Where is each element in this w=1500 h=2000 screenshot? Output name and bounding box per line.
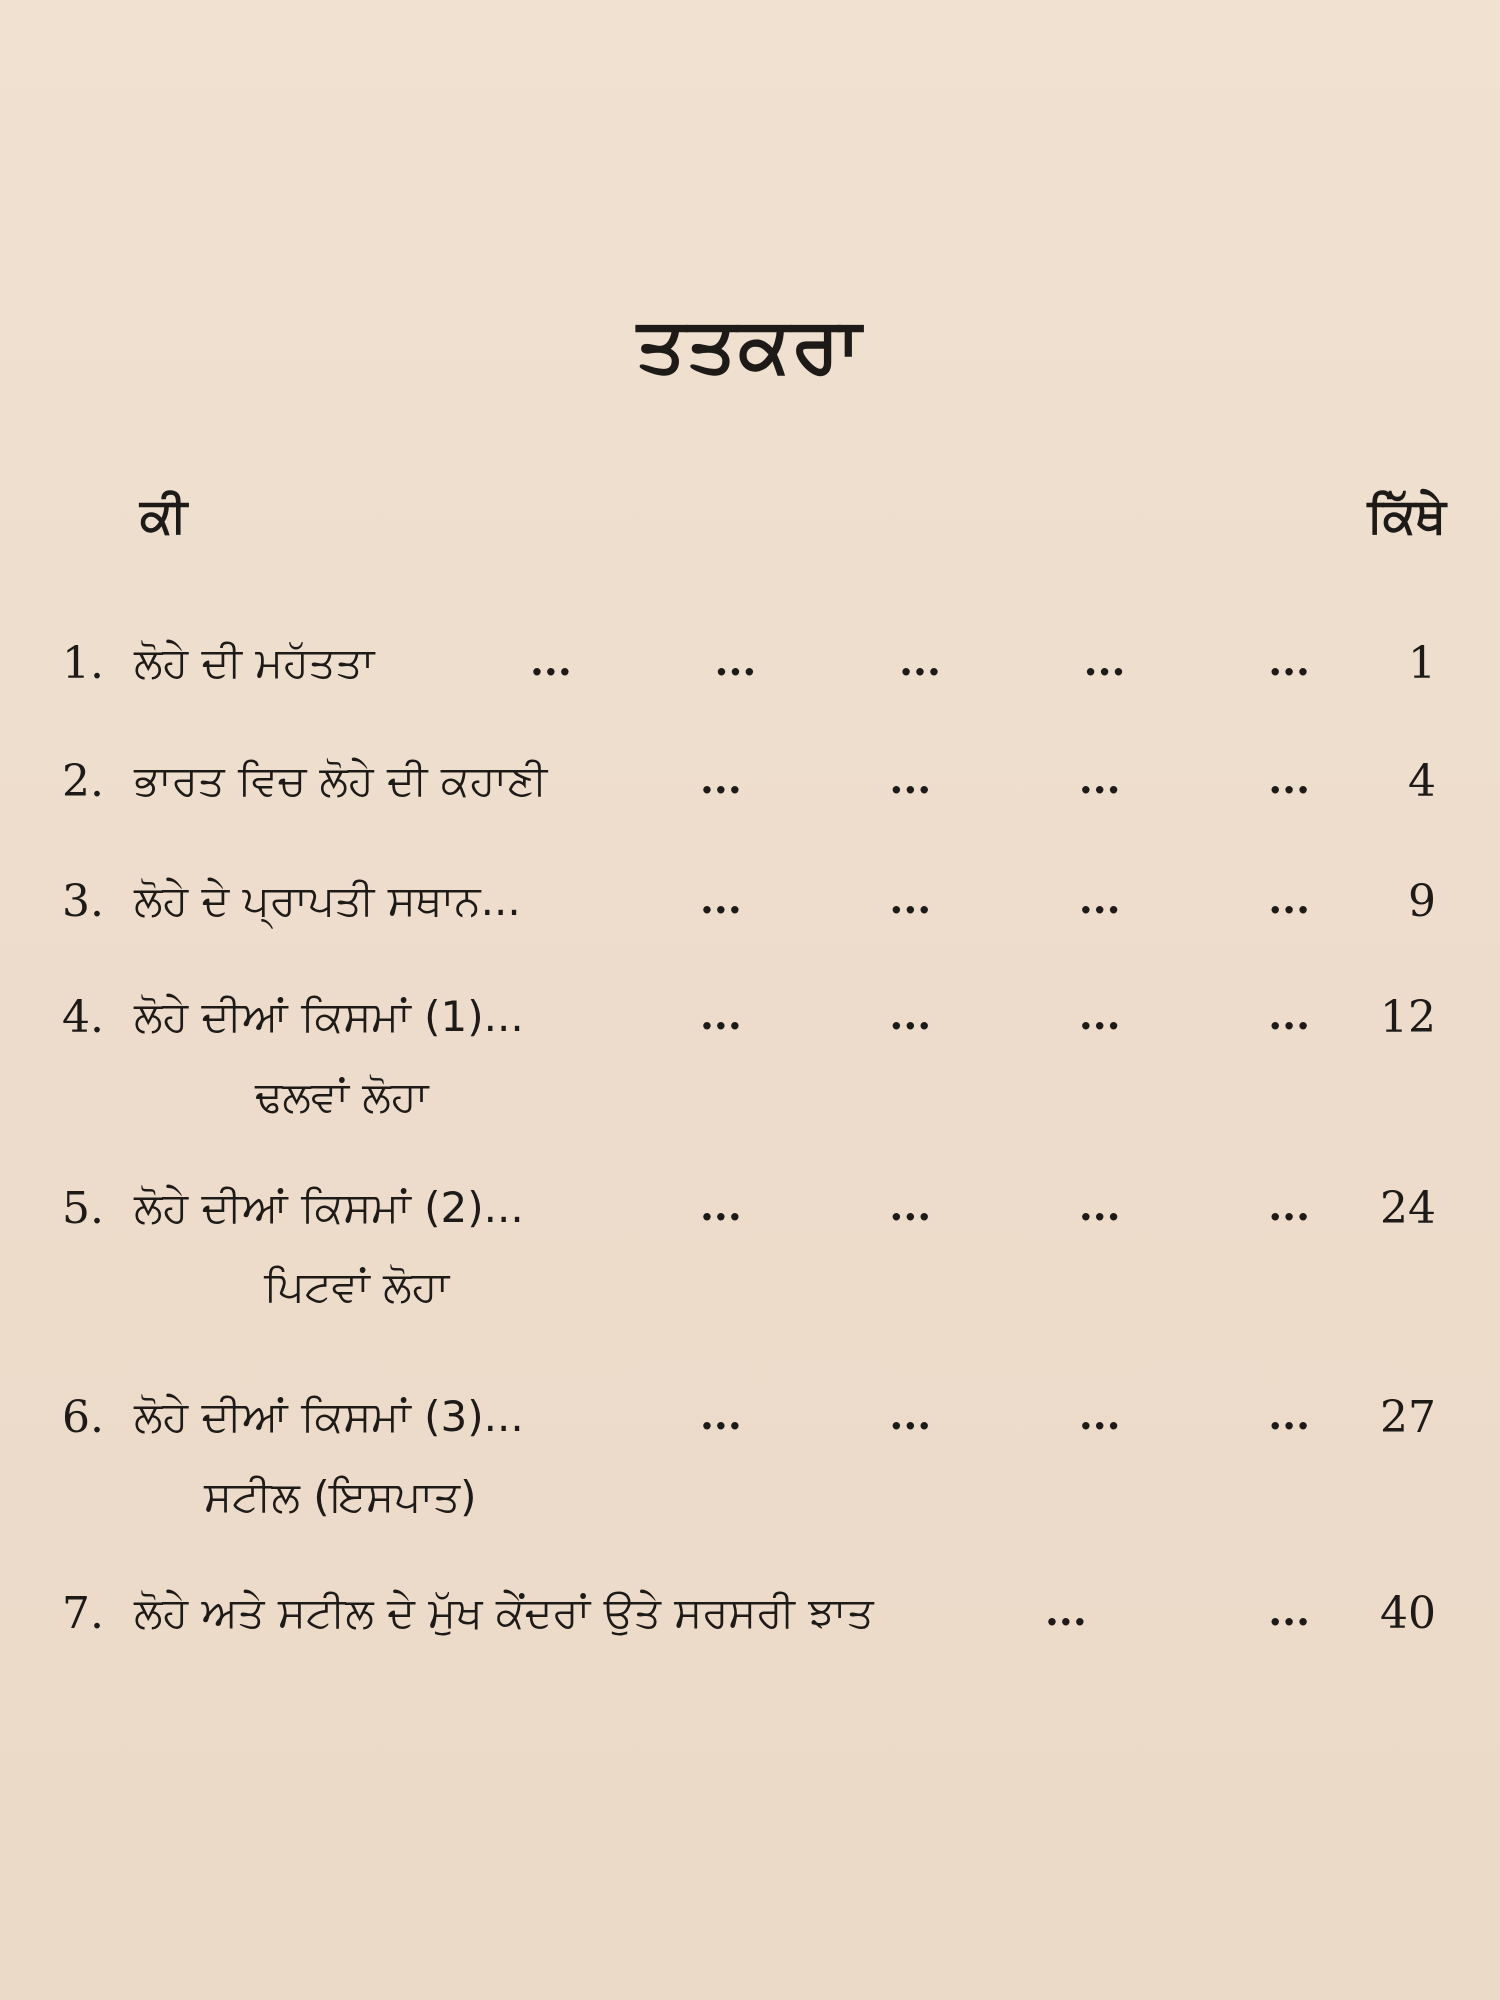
leader-dots: ... bbox=[889, 1392, 932, 1439]
entry-number: 2. bbox=[62, 756, 104, 807]
entry-page-number: 40 bbox=[1380, 1588, 1436, 1639]
entry-page-number: 1 bbox=[1408, 638, 1436, 689]
leader-dots: ... bbox=[714, 638, 757, 685]
leader-dots: ... bbox=[700, 876, 742, 923]
column-header-what: ਕੀ bbox=[140, 488, 188, 544]
leader-dots: ... bbox=[889, 756, 932, 803]
entry-title: ਭਾਰਤ ਵਿਚ ਲੋਹੇ ਦੀ ਕਹਾਣੀ bbox=[134, 756, 548, 805]
entry-number: 4. bbox=[62, 992, 104, 1043]
toc-entry bbox=[0, 1588, 1500, 1658]
toc-entry bbox=[0, 638, 1500, 708]
leader-dots: ... bbox=[1268, 992, 1310, 1039]
leader-dots: ... bbox=[700, 1183, 742, 1230]
leader-dots: ... bbox=[700, 1392, 742, 1439]
leader-dots: ... bbox=[1268, 1588, 1310, 1635]
entry-page-number: 24 bbox=[1380, 1183, 1436, 1234]
leader-dots: ... bbox=[1268, 876, 1310, 923]
leader-dots: ... bbox=[889, 992, 932, 1039]
leader-dots: ... bbox=[1045, 1588, 1087, 1635]
entry-title: ਲੋਹੇ ਦੀਆਂ ਕਿਸਮਾਂ (1)... bbox=[134, 992, 524, 1041]
leader-dots: ... bbox=[1268, 1392, 1310, 1439]
dot-leaders bbox=[530, 638, 1310, 685]
entry-subtitle: ਢਲਵਾਂ ਲੋਹਾ bbox=[255, 1072, 429, 1121]
dot-leaders bbox=[700, 876, 1310, 923]
dot-leaders bbox=[1045, 1588, 1310, 1635]
toc-entry bbox=[0, 876, 1500, 946]
entry-page-number: 12 bbox=[1380, 992, 1436, 1043]
toc-entry bbox=[0, 992, 1500, 1062]
toc-entry bbox=[0, 1392, 1500, 1462]
leader-dots: ... bbox=[1078, 1183, 1121, 1230]
entry-title: ਲੋਹੇ ਦੀਆਂ ਕਿਸਮਾਂ (3)... bbox=[134, 1392, 524, 1441]
leader-dots: ... bbox=[1078, 992, 1121, 1039]
entry-page-number: 9 bbox=[1408, 876, 1436, 927]
page-title: ਤਤਕਰਾ bbox=[637, 300, 863, 389]
entry-subtitle: ਸਟੀਲ (ਇਸਪਾਤ) bbox=[204, 1472, 477, 1521]
leader-dots: ... bbox=[1078, 876, 1121, 923]
dot-leaders bbox=[700, 1183, 1310, 1230]
entry-title: ਲੋਹੇ ਦੀਆਂ ਕਿਸਮਾਂ (2)... bbox=[134, 1183, 524, 1232]
entry-page-number: 4 bbox=[1408, 756, 1436, 807]
entry-number: 1. bbox=[62, 638, 104, 689]
dot-leaders bbox=[700, 1392, 1310, 1439]
leader-dots: ... bbox=[1078, 1392, 1121, 1439]
entry-number: 7. bbox=[62, 1588, 104, 1639]
entry-number: 6. bbox=[62, 1392, 104, 1443]
entry-number: 3. bbox=[62, 876, 104, 927]
leader-dots: ... bbox=[700, 756, 742, 803]
entry-title: ਲੋਹੇ ਦੀ ਮਹੱਤਤਾ bbox=[134, 638, 375, 687]
toc-entry bbox=[0, 756, 1500, 826]
leader-dots: ... bbox=[1083, 638, 1126, 685]
leader-dots: ... bbox=[700, 992, 742, 1039]
entry-title: ਲੋਹੇ ਅਤੇ ਸਟੀਲ ਦੇ ਮੁੱਖ ਕੇਂਦਰਾਂ ਉਤੇ ਸਰਸਰੀ ਝਾਤ bbox=[134, 1588, 874, 1637]
column-header-where: ਕਿੱਥੇ bbox=[1367, 488, 1446, 544]
leader-dots: ... bbox=[1268, 756, 1310, 803]
entry-subtitle: ਪਿਟਵਾਂ ਲੋਹਾ bbox=[264, 1262, 450, 1311]
dot-leaders bbox=[700, 756, 1310, 803]
entry-number: 5. bbox=[62, 1183, 104, 1234]
leader-dots: ... bbox=[1268, 638, 1310, 685]
leader-dots: ... bbox=[1268, 1183, 1310, 1230]
entry-page-number: 27 bbox=[1380, 1392, 1436, 1443]
leader-dots: ... bbox=[899, 638, 941, 685]
entry-title: ਲੋਹੇ ਦੇ ਪ੍ਰਾਪਤੀ ਸਥਾਨ... bbox=[134, 876, 521, 925]
leader-dots: ... bbox=[889, 1183, 932, 1230]
leader-dots: ... bbox=[530, 638, 572, 685]
toc-entry bbox=[0, 1183, 1500, 1253]
leader-dots: ... bbox=[1078, 756, 1121, 803]
dot-leaders bbox=[700, 992, 1310, 1039]
leader-dots: ... bbox=[889, 876, 932, 923]
